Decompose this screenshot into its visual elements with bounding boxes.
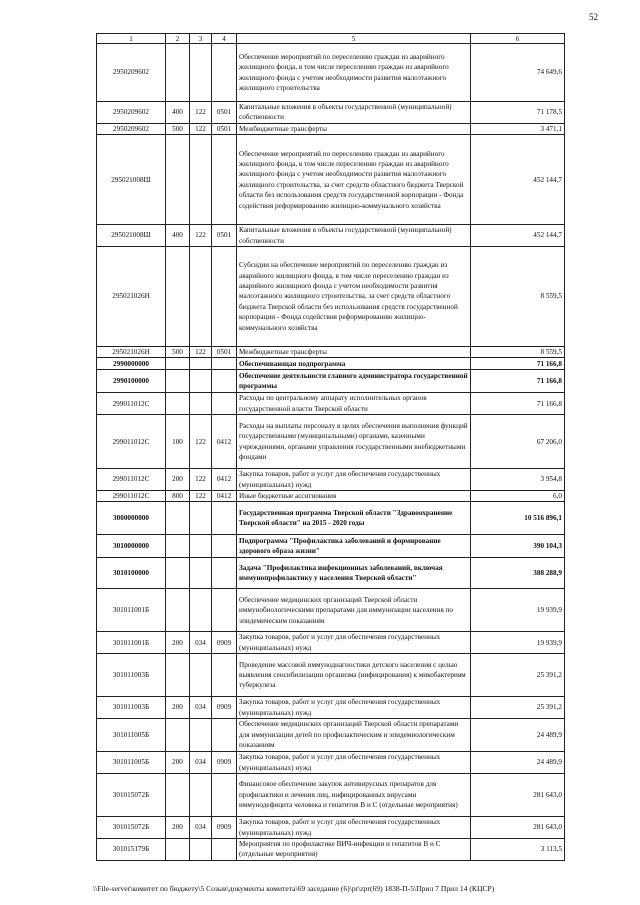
row-code-cell: 2990100000: [97, 370, 166, 393]
table-row: [97, 135, 565, 225]
row-ministry-cell: [190, 135, 212, 225]
row-code-cell: 301011003Б: [97, 654, 166, 697]
row-amount-cell: 390 104,3: [471, 535, 565, 558]
row-code-cell: 3010100000: [97, 558, 166, 589]
row-description-cell: Межбюджетные трансферты: [237, 347, 471, 358]
row-description-cell: Иные бюджетные ассигнования: [237, 491, 471, 502]
header-cell: 6: [471, 34, 565, 44]
row-amount-cell: 24 489,9: [471, 719, 565, 752]
row-ministry-cell: [190, 838, 212, 860]
row-amount-cell: 19 939,9: [471, 589, 565, 632]
table-row: [97, 102, 565, 124]
row-ministry-cell: [190, 719, 212, 752]
row-amount-cell: 3 471,1: [471, 123, 565, 134]
table-row: [97, 752, 565, 774]
header-cell: 4: [212, 34, 237, 44]
row-expense-type-cell: 800: [166, 491, 190, 502]
table-row: [97, 491, 565, 502]
row-section-cell: [212, 838, 237, 860]
table-row: [97, 697, 565, 719]
table-row: [97, 719, 565, 752]
row-ministry-cell: 034: [190, 632, 212, 654]
row-description-cell: Закупка товаров, работ и услуг для обеспечения государственных (муниципальных) нужд: [237, 632, 471, 654]
row-amount-cell: 281 643,0: [471, 817, 565, 839]
row-code-cell: 295021008Ш: [97, 225, 166, 247]
row-expense-type-cell: 500: [166, 123, 190, 134]
row-amount-cell: 25 391,2: [471, 697, 565, 719]
file-path-footer: \\File-server\комитет по бюджету\5 Созыв\документы комитета\69 заседание (6)\pr\zpr(69) 1838-П-5\Прил 7 Прил 14 (КЦСР): [93, 884, 495, 893]
row-description-cell: Задача "Профилактика инфекционных заболеваний, включая иммунопрофилактику у населения Тверской области": [237, 558, 471, 589]
header-cell: 1: [97, 34, 166, 44]
row-expense-type-cell: 200: [166, 697, 190, 719]
row-expense-type-cell: [166, 838, 190, 860]
row-ministry-cell: 122: [190, 225, 212, 247]
row-section-cell: [212, 654, 237, 697]
row-code-cell: 3000000000: [97, 502, 166, 535]
header-cell: 2: [166, 34, 190, 44]
row-expense-type-cell: [166, 370, 190, 393]
row-code-cell: 2990000000: [97, 358, 166, 370]
table-row: [97, 632, 565, 654]
row-expense-type-cell: 100: [166, 415, 190, 469]
row-section-cell: 0909: [212, 817, 237, 839]
row-code-cell: 2950209602: [97, 102, 166, 124]
row-ministry-cell: [190, 589, 212, 632]
row-ministry-cell: [190, 370, 212, 393]
row-ministry-cell: [190, 535, 212, 558]
row-expense-type-cell: [166, 654, 190, 697]
row-section-cell: [212, 247, 237, 347]
row-amount-cell: 281 643,0: [471, 774, 565, 817]
row-section-cell: 0909: [212, 632, 237, 654]
row-ministry-cell: 034: [190, 752, 212, 774]
row-amount-cell: 452 144,7: [471, 135, 565, 225]
row-description-cell: Обеспечение медицинских организаций Тверской области препаратами для иммунизации детей по профилактическим и эпидемиологическим показаниям: [237, 719, 471, 752]
row-expense-type-cell: [166, 247, 190, 347]
row-section-cell: 0909: [212, 752, 237, 774]
row-expense-type-cell: [166, 589, 190, 632]
table-row: [97, 393, 565, 415]
row-section-cell: [212, 719, 237, 752]
row-amount-cell: 6,0: [471, 491, 565, 502]
row-code-cell: 299011012С: [97, 469, 166, 491]
table-row: [97, 502, 565, 535]
row-description-cell: Капитальные вложения в объекты государственной (муниципальной) собственности: [237, 102, 471, 124]
row-code-cell: 301011001Б: [97, 632, 166, 654]
row-description-cell: Обеспечение деятельности главного администратора государственной программы: [237, 370, 471, 393]
row-code-cell: 301015179Б: [97, 838, 166, 860]
row-description-cell: Закупка товаров, работ и услуг для обеспечения государственных (муниципальных) нужд: [237, 469, 471, 491]
table-row: [97, 774, 565, 817]
row-section-cell: [212, 502, 237, 535]
row-code-cell: 301011005Б: [97, 752, 166, 774]
row-amount-cell: 452 144,7: [471, 225, 565, 247]
row-expense-type-cell: 400: [166, 102, 190, 124]
table-row: [97, 358, 565, 370]
row-description-cell: Обеспечивающая подпрограмма: [237, 358, 471, 370]
row-expense-type-cell: 200: [166, 469, 190, 491]
table-row: [97, 838, 565, 860]
row-expense-type-cell: [166, 393, 190, 415]
row-amount-cell: 71 178,5: [471, 102, 565, 124]
row-description-cell: Расходы по центральному аппарату исполнительных органов государственной власти Тверской области: [237, 393, 471, 415]
row-code-cell: 295021026Н: [97, 247, 166, 347]
header-cell: 3: [190, 34, 212, 44]
table-row: [97, 44, 565, 102]
row-section-cell: [212, 535, 237, 558]
row-ministry-cell: 122: [190, 123, 212, 134]
row-expense-type-cell: [166, 535, 190, 558]
row-code-cell: 295021026Н: [97, 347, 166, 358]
row-description-cell: Расходы на выплаты персоналу в целях обеспечения выполнения функций государственными (муниципальными) органами, казенными учреждениями, органами управления государственными внебюджетными фондами: [237, 415, 471, 469]
row-description-cell: Закупка товаров, работ и услуг для обеспечения государственных (муниципальных) нужд: [237, 752, 471, 774]
row-amount-cell: 19 939,9: [471, 632, 565, 654]
row-ministry-cell: 122: [190, 469, 212, 491]
row-section-cell: 0909: [212, 697, 237, 719]
row-description-cell: Государственная программа Тверской области "Здравоохранение Тверской области" на 2015 - 2020 годы: [237, 502, 471, 535]
table-row: [97, 347, 565, 358]
row-section-cell: 0412: [212, 491, 237, 502]
table-row: [97, 535, 565, 558]
row-section-cell: [212, 393, 237, 415]
row-ministry-cell: 122: [190, 491, 212, 502]
row-amount-cell: 25 391,2: [471, 654, 565, 697]
row-ministry-cell: 122: [190, 102, 212, 124]
budget-table: [96, 33, 565, 861]
row-section-cell: 0501: [212, 225, 237, 247]
row-ministry-cell: [190, 502, 212, 535]
row-ministry-cell: 122: [190, 347, 212, 358]
row-code-cell: 295021008Ш: [97, 135, 166, 225]
row-section-cell: 0412: [212, 469, 237, 491]
row-description-cell: Обеспечение мероприятий по переселению граждан из аварийного жилищного фонда, в том числе переселению граждан из аварийного жилищного фонда с учетом необходимости развития малоэтажного жилищного строительства: [237, 44, 471, 102]
row-ministry-cell: [190, 654, 212, 697]
header-cell: 5: [237, 34, 471, 44]
row-section-cell: 0501: [212, 347, 237, 358]
row-amount-cell: 71 166,8: [471, 358, 565, 370]
row-code-cell: 2950209602: [97, 123, 166, 134]
row-section-cell: [212, 358, 237, 370]
row-amount-cell: 71 166,8: [471, 393, 565, 415]
row-expense-type-cell: 500: [166, 347, 190, 358]
table-row: [97, 247, 565, 347]
row-amount-cell: 388 288,9: [471, 558, 565, 589]
row-section-cell: 0501: [212, 123, 237, 134]
row-amount-cell: 3 954,8: [471, 469, 565, 491]
row-expense-type-cell: 400: [166, 225, 190, 247]
row-ministry-cell: 034: [190, 817, 212, 839]
row-section-cell: 0501: [212, 102, 237, 124]
table-row: [97, 589, 565, 632]
row-expense-type-cell: [166, 358, 190, 370]
row-code-cell: 301015072Б: [97, 817, 166, 839]
row-description-cell: Субсидии на обеспечение мероприятий по переселению граждан из аварийного жилищного фонда, в том числе переселению граждан из аварийного жилищного фонда с учетом необходимости развития малоэтажного жилищного строительства, за счет средств областного бюджета Тверской области без использования средств государственной корпорации - Фонда содействия реформированию жилищно-коммунального хозяйства: [237, 247, 471, 347]
row-expense-type-cell: [166, 44, 190, 102]
row-code-cell: 301011001Б: [97, 589, 166, 632]
row-code-cell: 299011012С: [97, 393, 166, 415]
row-description-cell: Закупка товаров, работ и услуг для обеспечения государственных (муниципальных) нужд: [237, 697, 471, 719]
row-section-cell: 0412: [212, 415, 237, 469]
table-row: [97, 415, 565, 469]
row-expense-type-cell: [166, 558, 190, 589]
row-ministry-cell: [190, 358, 212, 370]
row-description-cell: Закупка товаров, работ и услуг для обеспечения государственных (муниципальных) нужд: [237, 817, 471, 839]
row-description-cell: Обеспечение мероприятий по переселению граждан из аварийного жилищного фонда, в том числе переселению граждан из аварийного жилищного фонда с учетом необходимости развития малоэтажного жилищного строительства, за счет средств областного бюджета Тверской области без использования средств государственной корпорации - Фонда содействия реформированию жилищно-коммунального хозяйства: [237, 135, 471, 225]
row-code-cell: 299011012С: [97, 415, 166, 469]
row-amount-cell: 3 113,5: [471, 838, 565, 860]
row-section-cell: [212, 135, 237, 225]
row-ministry-cell: 034: [190, 697, 212, 719]
row-expense-type-cell: [166, 135, 190, 225]
row-expense-type-cell: 200: [166, 632, 190, 654]
table-row: [97, 123, 565, 134]
row-expense-type-cell: 200: [166, 817, 190, 839]
row-description-cell: Межбюджетные трансферты: [237, 123, 471, 134]
row-description-cell: Мероприятия по профилактике ВИЧ-инфекции и гепатитов В и С (отдельные мероприятия): [237, 838, 471, 860]
row-description-cell: Обеспечение медицинских организаций Тверской области иммунобиологическими препаратами для иммунизации населения по эпидемическим показаниям: [237, 589, 471, 632]
row-expense-type-cell: 200: [166, 752, 190, 774]
row-code-cell: 301011005Б: [97, 719, 166, 752]
table-row: [97, 817, 565, 839]
row-ministry-cell: [190, 393, 212, 415]
table-row: [97, 558, 565, 589]
row-section-cell: [212, 44, 237, 102]
row-description-cell: Проведение массовой иммунодиагностики детского населения с целью выявления сенсибилизации организма (инфицирования) к микобактериям туберкулеза: [237, 654, 471, 697]
row-section-cell: [212, 370, 237, 393]
row-ministry-cell: 122: [190, 415, 212, 469]
row-code-cell: 3010000000: [97, 535, 166, 558]
row-expense-type-cell: [166, 774, 190, 817]
row-amount-cell: 8 559,5: [471, 347, 565, 358]
table-row: [97, 469, 565, 491]
row-amount-cell: 74 649,6: [471, 44, 565, 102]
row-ministry-cell: [190, 774, 212, 817]
row-description-cell: Капитальные вложения в объекты государственной (муниципальной) собственности: [237, 225, 471, 247]
table-row: [97, 370, 565, 393]
row-amount-cell: 71 166,8: [471, 370, 565, 393]
table-header-row: [97, 34, 565, 44]
row-ministry-cell: [190, 247, 212, 347]
row-description-cell: Подпрограмма "Профилактика заболеваний и формирование здорового образа жизни": [237, 535, 471, 558]
table-row: [97, 654, 565, 697]
row-section-cell: [212, 558, 237, 589]
row-ministry-cell: [190, 558, 212, 589]
row-ministry-cell: [190, 44, 212, 102]
row-amount-cell: 24 489,9: [471, 752, 565, 774]
row-section-cell: [212, 774, 237, 817]
row-code-cell: 2950209602: [97, 44, 166, 102]
row-code-cell: 301015072Б: [97, 774, 166, 817]
table-row: [97, 225, 565, 247]
page-number: 52: [589, 12, 598, 22]
row-code-cell: 301011003Б: [97, 697, 166, 719]
row-section-cell: [212, 589, 237, 632]
row-amount-cell: 8 559,5: [471, 247, 565, 347]
row-description-cell: Финансовое обеспечение закупок антивирусных препаратов для профилактики и лечения лиц, инфицированных вирусами иммунодефицита человека и гепатитов В и С (отдельные мероприятия): [237, 774, 471, 817]
row-code-cell: 299011012С: [97, 491, 166, 502]
row-expense-type-cell: [166, 502, 190, 535]
row-expense-type-cell: [166, 719, 190, 752]
row-amount-cell: 67 206,0: [471, 415, 565, 469]
row-amount-cell: 10 516 896,1: [471, 502, 565, 535]
